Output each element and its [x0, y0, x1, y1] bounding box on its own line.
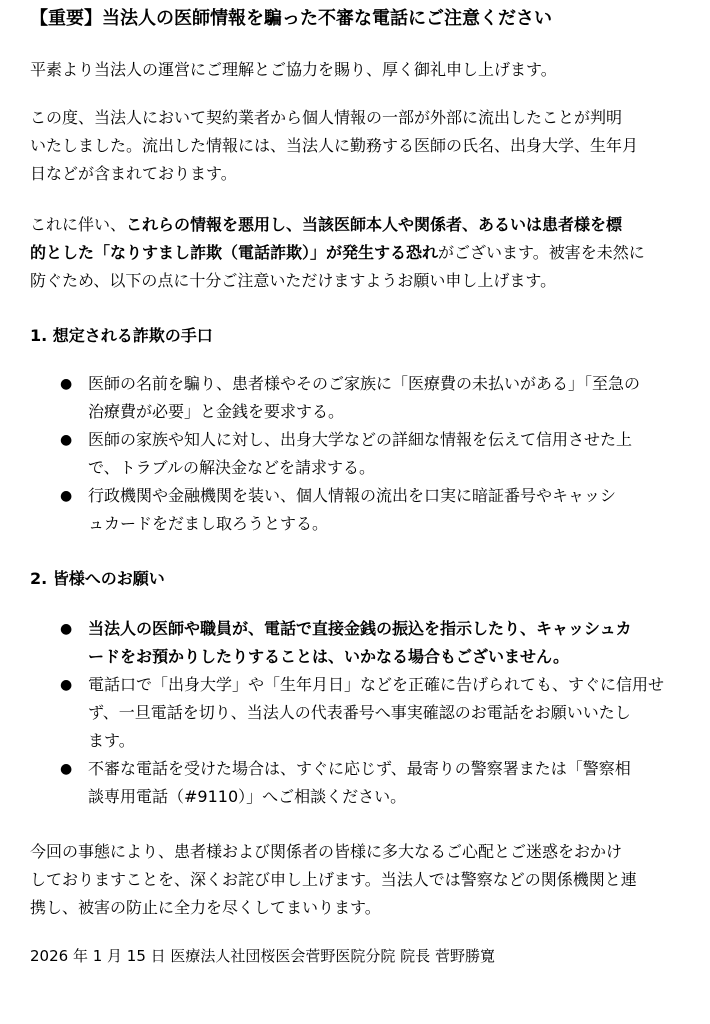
bullet-icon: ● [60, 488, 73, 504]
bullet-icon: ● [60, 432, 73, 448]
list-item-line: 談専用電話（#9110）」へご相談ください。 [88, 787, 407, 806]
warning-line [30, 211, 690, 239]
list-item-line: 医師の家族や知人に対し、出身大学などの詳細な情報を伝えて信用させた上 [88, 430, 633, 449]
fraud-methods-list [30, 370, 700, 538]
list-item-line: ます。 [88, 731, 135, 750]
list-item-line: 行政機関や金融機関を装い、個人情報の流出を口実に暗証番号やキャッシ [88, 486, 617, 505]
document-title: 【重要】当法人の医師情報を騙った不審な電話にご注意ください [30, 8, 552, 29]
list-item-line: で、トラブルの解決金などを請求する。 [88, 458, 376, 477]
section2-heading: 2. 皆様へのお願い [30, 569, 165, 588]
bullet-icon: ● [60, 761, 73, 777]
list-item-line: 不審な電話を受けた場合は、すぐに応じず、最寄りの警察署または「警察相 [88, 759, 631, 778]
intro-paragraph [30, 56, 690, 84]
list-item [30, 615, 700, 671]
warning-line: 防ぐため、以下の点に十分ご注意いただけますようお願い申し上げます。 [30, 271, 557, 290]
bullet-icon: ● [60, 621, 73, 637]
closing-paragraph [30, 838, 690, 922]
closing-line: 携し、被害の防止に全力を尽くしてまいります。 [30, 898, 381, 917]
incident-line: 日などが含まれております。 [30, 164, 237, 183]
list-item-line: ず、一旦電話を切り、当法人の代表番号へ事実確認のお電話をお願いいたし [88, 703, 631, 722]
warning-paragraph [30, 211, 690, 295]
signature-line: 2026 年 1 月 15 日 医療法人社団桜医会菅野医院分院 院長 菅野勝寛 [30, 947, 495, 965]
list-item [30, 370, 700, 426]
warning-suffix: がございます。被害を未然に [438, 243, 645, 262]
closing-line: しておりますことを、深くお詫び申し上げます。当法人では警察などの関係機関と連 [30, 870, 637, 889]
intro-line: 平素より当法人の運営にご理解とご協力を賜り、厚く御礼申し上げます。 [30, 60, 557, 79]
bullet-icon: ● [60, 677, 73, 693]
list-item [30, 426, 700, 482]
list-item-line: 電話口で「出身大学」や「生年月日」などを正確に告げられても、すぐに信用せ [88, 675, 665, 694]
list-item-line: ュカードをだまし取ろうとする。 [88, 514, 329, 533]
incident-line: この度、当法人において契約業者から個人情報の一部が外部に流出したことが判明 [30, 108, 623, 127]
warning-emphasis: 的とした「なりすまし詐欺（電話詐欺）」が発生する恐れ [30, 243, 439, 262]
list-item [30, 755, 700, 811]
warning-prefix: これに伴い、 [30, 215, 127, 234]
closing-line: 今回の事態により、患者様および関係者の皆様に多大なるご心配とご迷惑をおかけ [30, 842, 623, 861]
warning-emphasis: これらの情報を悪用し、当該医師本人や関係者、あるいは患者様を標 [126, 215, 623, 234]
list-item-line: ードをお預かりしたりすることは、いかなる場合もございません。 [88, 647, 569, 666]
warning-line [30, 239, 690, 267]
requests-list [30, 615, 700, 811]
list-item-line: 医師の名前を騙り、患者様やそのご家族に「医療費の未払いがある」「至急の [88, 374, 641, 393]
list-item-line: 当法人の医師や職員が、電話で直接金銭の振込を指示したり、キャッシュカ [88, 619, 632, 638]
list-item [30, 671, 700, 755]
incident-paragraph [30, 104, 690, 188]
list-item [30, 482, 700, 538]
incident-line: いたしました。流出した情報には、当法人に勤務する医師の氏名、出身大学、生年月 [30, 136, 639, 155]
list-item-line: 治療費が必要」と金銭を要求する。 [88, 402, 345, 421]
bullet-icon: ● [60, 376, 73, 392]
section1-heading: 1. 想定される詐欺の手口 [30, 326, 213, 345]
